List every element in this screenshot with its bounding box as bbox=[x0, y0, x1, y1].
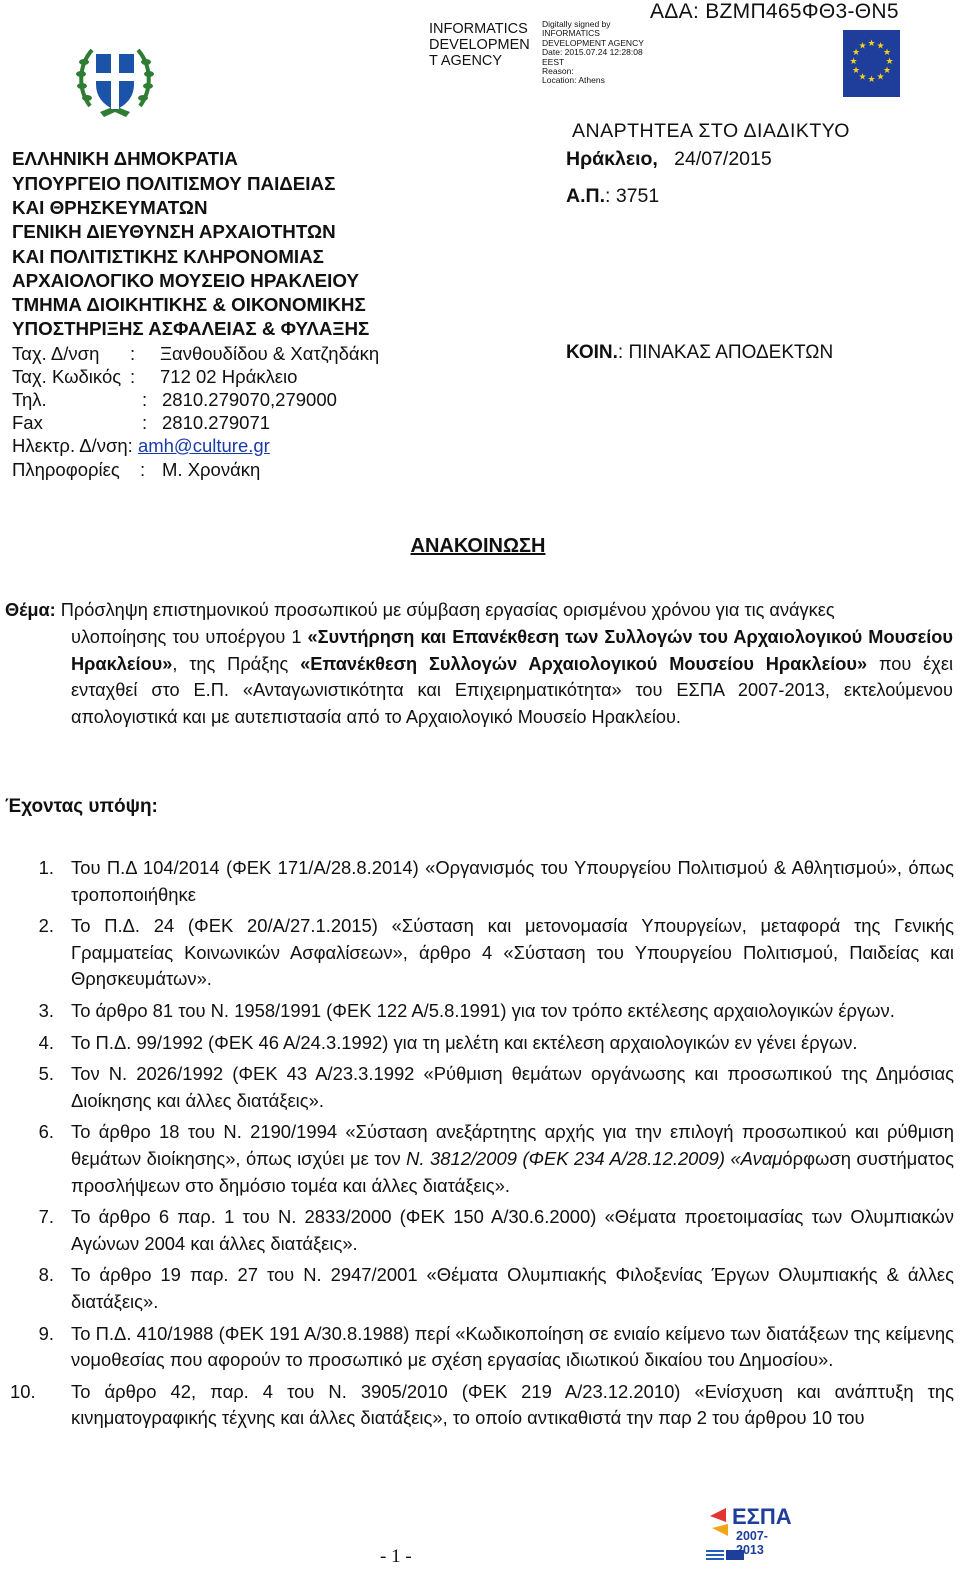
phone-value: 2810.279070,279000 bbox=[162, 389, 337, 410]
email-link[interactable]: amh@culture.gr bbox=[137, 435, 270, 456]
list-text: Το άρθρο 18 του Ν. 2190/1994 «Σύσταση ανεξάρτητης αρχής για την επιλογή προσωπικού και ρύθμιση θεμάτων διοίκησης», όπως ισχύει με τον bbox=[71, 1121, 954, 1169]
list-text: Το Π.Δ. 410/1988 (ΦΕΚ 191 Α/30.8.1988) περί «Κωδικοποίηση σε ενιαίο κείμενο των διατάξεων της κείμενης νομοθεσίας που αφορούν το προσωπικό με σχέση εργασίας ιδιωτικού δικαίου του Δημοσίου». bbox=[71, 1322, 954, 1371]
sender-line: ΕΛΛΗΝΙΚΗ ΔΗΜΟΚΡΑΤΙΑ bbox=[12, 148, 238, 169]
address-value: Ξανθουδίδου & Χατζηδάκη bbox=[160, 343, 380, 364]
subproject-title: «Συντήρηση και Επανέκθεση των Συλλογών του Αρχαιολογικού Μουσείου Ηρακλείου» bbox=[71, 626, 953, 674]
svg-text:★: ★ bbox=[867, 75, 876, 85]
svg-text:★: ★ bbox=[867, 39, 876, 49]
list-text: Το άρθρο 6 παρ. 1 του Ν. 2833/2000 (ΦΕΚ 150 Α/30.6.2000) «Θέματα προετοιμασίας των Ολυμπιακών Αγώνων 2004 και άλλες διατάξεις». bbox=[71, 1206, 954, 1254]
subject-text: που έχει ενταχθεί στο Ε.Π. «Ανταγωνιστικότητα και Επιχειρηματικότητα» του ΕΣΠΑ 2007-2013, εκτελούμενου απολογιστικά και με αυτεπιστασία από το Αρχαιολογικό Μουσείο Ηρακλείου. bbox=[71, 653, 953, 728]
sig-line: Date: 2015.07.24 12:28:08 bbox=[542, 47, 643, 58]
list-number: 9. bbox=[38, 1322, 54, 1344]
svg-text:★: ★ bbox=[851, 66, 861, 76]
colon: : bbox=[130, 343, 136, 364]
sig-line: Digitally signed by bbox=[542, 19, 611, 29]
postcode-value: 712 02 Ηράκλειο bbox=[160, 366, 298, 387]
date: 24/07/2015 bbox=[674, 148, 772, 170]
list-text: Το άρθρο 19 παρ. 27 του Ν. 2947/2001 «Θέματα Ολυμπιακής Φιλοξενίας Έργων Ολυμπιακής & άλλες διατάξεις». bbox=[71, 1264, 954, 1312]
protocol-number bbox=[566, 185, 659, 208]
colon: : bbox=[142, 389, 148, 410]
list-text: όρφωση συστήματος προσλήψεων στο δημόσιο τομέα και άλλες διατάξεις». bbox=[71, 1147, 954, 1196]
sender-line: ΤΜΗΜΑ ΔΙΟΙΚΗΤΙΚΗΣ & ΟΙΚΟΝΟΜΙΚΗΣ bbox=[12, 294, 366, 315]
colon: : bbox=[140, 459, 146, 480]
ada-code: ΑΔΑ: ΒΖΜΠ465ΦΘ3-ΘΝ5 bbox=[650, 0, 899, 23]
list-item bbox=[10, 1204, 954, 1257]
postcode-row bbox=[12, 365, 297, 388]
considerations-list bbox=[10, 855, 954, 1432]
sender-line: ΥΠΟΥΡΓΕΙΟ ΠΟΛΙΤΙΣΜΟΥ ΠΑΙΔΕΙΑΣ bbox=[12, 173, 336, 194]
subject-text: Πρόσληψη επιστημονικού προσωπικού με σύμβαση εργασίας ορισμένου χρόνου για τις ανάγκες bbox=[55, 600, 835, 620]
eu-flag-icon bbox=[843, 30, 900, 97]
sender-line: ΚΑΙ ΘΡΗΣΚΕΥΜΑΤΩΝ bbox=[12, 197, 208, 218]
info-row bbox=[12, 458, 260, 481]
sender-line: ΑΡΧΑΙΟΛΟΓΙΚΟ ΜΟΥΣΕΙΟ ΗΡΑΚΛΕΙΟΥ bbox=[12, 270, 359, 291]
protocol-label: Α.Π. bbox=[566, 185, 605, 207]
sig-line: Location: Athens bbox=[542, 75, 605, 86]
espa-brand: ΕΣΠΑ bbox=[732, 1504, 792, 1529]
posting-notice: ΑΝΑΡΤΗΤΕΑ ΣΤΟ ΔΙΑΔΙΚΤΥΟ bbox=[572, 120, 850, 142]
phone-label: Τηλ. bbox=[12, 389, 47, 410]
document-title: ΑΝΑΚΟΙΝΩΣΗ bbox=[410, 535, 546, 557]
address-row bbox=[12, 342, 379, 365]
koin-line bbox=[566, 342, 833, 364]
page-number: - 1 - bbox=[380, 1546, 412, 1567]
list-item bbox=[10, 998, 954, 1025]
list-text: Του Π.Δ 104/2014 (ΦΕΚ 171/Α/28.8.2014) «Οργανισμός του Υπουργείου Πολιτισμού & Αθλητισμού», όπως τροποποιήθηκε bbox=[71, 857, 954, 905]
subject-label: Θέμα: bbox=[5, 600, 56, 620]
fax-label: Fax bbox=[12, 412, 43, 433]
list-number: 1. bbox=[38, 857, 54, 878]
sender-line: ΥΠΟΣΤΗΡΙΞΗΣ ΑΣΦΑΛΕΙΑΣ & ΦΥΛΑΞΗΣ bbox=[12, 318, 370, 339]
signature-name: INFORMATICS DEVELOPMEN T AGENCY bbox=[429, 21, 530, 69]
list-text: Το άρθρο 42, παρ. 4 του Ν. 3905/2010 (ΦΕΚ 219 Α/23.12.2010) «Ενίσχυση και ανάπτυξη της κινηματογραφικής τέχνης και άλλες διατάξεις», το οποίο αντικαθιστά την παρ 2 του άρθρου 10 του bbox=[71, 1380, 954, 1429]
subject-body bbox=[5, 624, 953, 731]
sig-line: Reason: bbox=[542, 66, 574, 77]
fax-row bbox=[12, 411, 270, 434]
sig-line: DEVELOPMENT AGENCY bbox=[542, 37, 644, 48]
signature-details bbox=[542, 20, 662, 86]
list-item bbox=[10, 1119, 954, 1199]
svg-text:★: ★ bbox=[882, 66, 892, 76]
list-item bbox=[10, 1379, 954, 1432]
list-text: Το Π.Δ. 99/1992 (ΦΕΚ 46 Α/24.3.1992) για τη μελέτη και εκτέλεση αρχαιολογικών εν γένει έργων. bbox=[71, 1031, 858, 1053]
info-value: Μ. Χρονάκη bbox=[162, 459, 261, 480]
svg-text:★: ★ bbox=[858, 41, 867, 52]
list-text: Το Π.Δ. 24 (ΦΕΚ 20/Α/27.1.2015) «Σύσταση και μετονομασία Υπουργείων, μεταφορά της Γενικής Γραμματείας Κοινωνικών Ασφαλίσεων», άρθρο 4 «Σύσταση του Υπουργείου Πολιτισμού, Παιδείας και Θρησκευμάτων». bbox=[71, 915, 954, 990]
list-number: 8. bbox=[38, 1264, 54, 1286]
subject-text: υλοποίησης του υποέργου 1 bbox=[71, 626, 308, 647]
address-label: Ταχ. Δ/νση bbox=[12, 343, 100, 364]
subject-text: , της Πράξης bbox=[172, 653, 301, 674]
list-item bbox=[10, 1321, 954, 1374]
koin-label: ΚΟΙΝ. bbox=[566, 342, 618, 363]
list-text: Τον Ν. 2026/1992 (ΦΕΚ 43 Α/23.3.1992 «Ρύθμιση θεμάτων οργάνωσης και προσωπικού της Δημόσιας Διοίκησης και άλλες διατάξεις». bbox=[71, 1063, 954, 1111]
fax-value: 2810.279071 bbox=[162, 412, 271, 433]
greek-emblem-icon bbox=[76, 40, 154, 120]
svg-text:★: ★ bbox=[851, 48, 861, 58]
email-label: Ηλεκτρ. Δ/νση: bbox=[12, 435, 133, 456]
sig-line: INFORMATICS bbox=[542, 28, 600, 39]
sender-line: ΓΕΝΙΚΗ ΔΙΕΥΘΥΝΣΗ ΑΡΧΑΙΟΤΗΤΩΝ bbox=[12, 221, 336, 242]
list-number: 3. bbox=[38, 999, 54, 1021]
colon: : bbox=[142, 412, 148, 433]
colon: : bbox=[130, 366, 136, 387]
list-number: 10. bbox=[10, 1380, 36, 1402]
phone-row bbox=[12, 388, 337, 411]
project-title: «Επανέκθεση Συλλογών Αρχαιολογικού Μουσείου Ηρακλείου» bbox=[300, 653, 868, 674]
espa-logo bbox=[706, 1502, 790, 1562]
sig-line: EEST bbox=[542, 56, 565, 67]
list-item bbox=[10, 913, 954, 993]
list-item bbox=[10, 1061, 954, 1114]
considering-heading: Έχοντας υπόψη: bbox=[5, 796, 158, 817]
place: Ηράκλειο, bbox=[566, 148, 658, 170]
svg-text:★: ★ bbox=[876, 72, 885, 83]
list-item bbox=[10, 855, 954, 908]
sender-line: ΚΑΙ ΠΟΛΙΤΙΣΤΙΚΗΣ ΚΛΗΡΟΝΟΜΙΑΣ bbox=[12, 246, 324, 267]
protocol-value: : 3751 bbox=[605, 185, 660, 207]
list-number: 6. bbox=[38, 1121, 54, 1143]
svg-text:★: ★ bbox=[849, 57, 858, 67]
email-row bbox=[12, 434, 270, 457]
svg-text:★: ★ bbox=[882, 48, 892, 58]
info-label: Πληροφορίες bbox=[12, 459, 120, 480]
subject-first-line bbox=[5, 597, 953, 624]
svg-text:★: ★ bbox=[858, 72, 867, 83]
list-number: 4. bbox=[38, 1031, 54, 1053]
koin-value: : ΠΙΝΑΚΑΣ ΑΠΟΔΕΚΤΩΝ bbox=[617, 342, 834, 363]
subject-paragraph bbox=[5, 597, 953, 731]
list-number: 5. bbox=[38, 1063, 54, 1085]
espa-years: 2007-2013 bbox=[736, 1529, 768, 1557]
list-text: Το άρθρο 81 του Ν. 1958/1991 (ΦΕΚ 122 Α/5.8.1991) για τον τρόπο εκτέλεσης αρχαιολογικών έργων. bbox=[71, 999, 895, 1021]
svg-text:★: ★ bbox=[876, 41, 885, 52]
list-item bbox=[10, 1262, 954, 1315]
postcode-label: Ταχ. Κωδικός bbox=[12, 366, 122, 387]
list-number: 7. bbox=[38, 1206, 54, 1228]
list-item bbox=[10, 1030, 954, 1057]
list-number: 2. bbox=[38, 915, 54, 937]
list-text-italic: Ν. 3812/2009 (ΦΕΚ 234 Α/28.12.2009) «Αναμ bbox=[406, 1147, 783, 1169]
svg-text:★: ★ bbox=[885, 57, 894, 67]
place-date bbox=[566, 148, 772, 171]
